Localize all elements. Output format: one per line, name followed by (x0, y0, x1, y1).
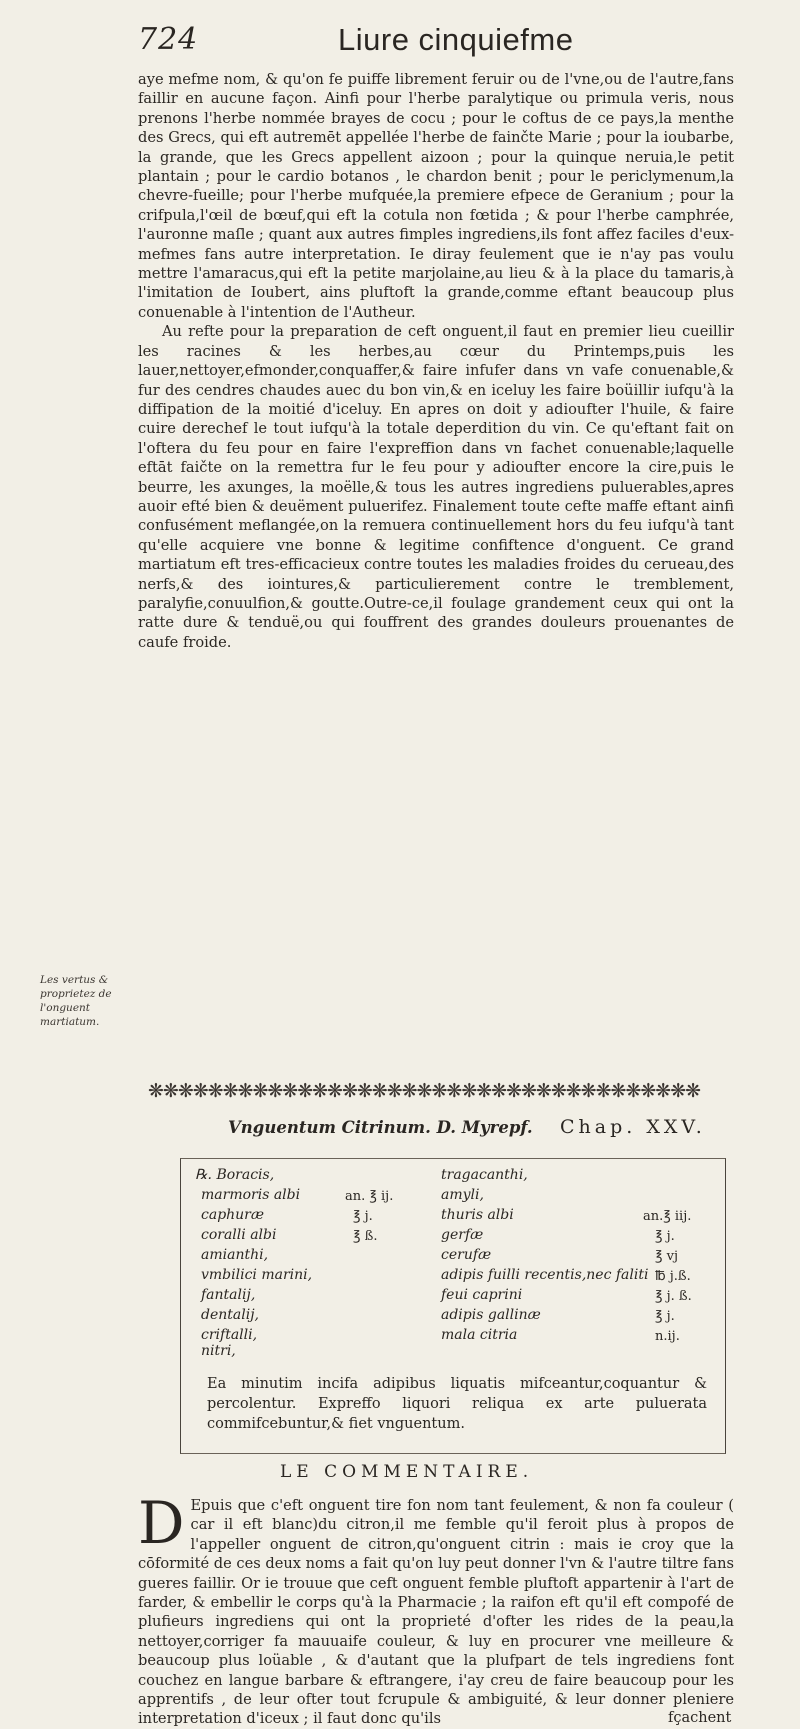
ingredient: fantalij, (201, 1287, 256, 1303)
ingredient: gerfæ (441, 1227, 484, 1243)
ingredient: criftalli, (201, 1327, 258, 1343)
ingredient: amyli, (441, 1187, 484, 1203)
ingredient: nitri, (201, 1343, 236, 1359)
ingredient: adipis gallinæ (441, 1307, 541, 1323)
page-number: 724 (138, 22, 199, 57)
quantity: ℥ j. (655, 1229, 675, 1244)
quantity: n.ij. (655, 1329, 680, 1344)
ingredient: dentalij, (201, 1307, 259, 1323)
ingredient: ℞. Boracis, (195, 1167, 275, 1183)
quantity: ℥ j. (353, 1209, 373, 1224)
recipe-instructions: Ea minutim incifa adipibus liquatis mifceantur,coquantur & percolentur. Expreffo liquori reliqua ex arte puluerata commifcebuntur,& fiet vnguentum. (207, 1375, 707, 1432)
quantity: an. ℥ ij. (345, 1189, 394, 1204)
chapter-heading (228, 1118, 738, 1144)
quantity: ℥ j. (655, 1309, 675, 1324)
ingredient: tragacanthi, (441, 1167, 528, 1183)
ingredient: vmbilici marini, (201, 1267, 313, 1283)
ingredient: marmoris albi (201, 1187, 301, 1203)
commentary-block (138, 1489, 734, 1729)
quantity: ℥ vj (655, 1249, 679, 1264)
ingredient: mala citria (441, 1327, 518, 1343)
quantity: ℔ j.ß. (655, 1269, 691, 1284)
quantity: an.℥ iij. (643, 1209, 692, 1224)
quantity: ℥ j. ß. (655, 1289, 692, 1304)
ingredient: adipis fuilli recentis,nec faliti (441, 1267, 649, 1283)
drop-cap: D (138, 1489, 185, 1557)
ingredient: feui caprini (441, 1287, 523, 1303)
paragraph-synonyms: aye mefme nom, & qu'on fe puiffe librement feruir ou de l'vne,ou de l'autre,fans faillir en aucune façon. Ainfi pour l'herbe paralytique ou primula veris, nous prenons l'herbe nommée brayes de cocu ; pour le coftus de ce pays,la menthe des Grecs, qui eft autremēt appellée l'herbe de fainčte Marie ; pour la ioubarbe, la grande, que les Grecs appellent aizoon ; pour la quinque neruia,le petit plantain ; pour le cardio botanos , le chardon benit ; pour le periclymenum,la chevre-fueille; pour l'herbe mufquée,la premiere efpece de Geranium ; pour la crifpula,l'œil de bœuf,qui eft la cotula non fœtida ; & pour l'herbe camphrée, l'auronne maſle ; quant aux autres fimples ingrediens,ils font affez faciles d'eux-mefmes fans autre interpretation. Ie diray feulement que ie n'ay pas voulu mettre l'amaracus,qui eft la petite marjolaine,au lieu & à la place du tamaris,à l'imitation de Ioubert, ains pluftoft la grande,comme eftant beaucoup plus conuenable à l'intention de l'Autheur. (138, 71, 734, 321)
commentary-heading: LE COMMENTAIRE. (280, 1462, 534, 1482)
chapter-label: Chap. XXV. (560, 1116, 706, 1138)
commentary-text: Epuis que c'eft onguent tire fon nom tant feulement, & non fa couleur ( car il eft blanc)du citron,il me femble qu'il feroit plus à propos de l'appeller onguent de citron,qu'onguent citrin : mais ie croy que la cōformité de ces deux noms a fait qu'on luy peut donner l'vn & l'autre tiltre fans gueres faillir. Or ie trouue que ceft onguent femble pluftoft appartenir à l'art de farder, & embellir le corps qu'à la Pharmacie ; la raifon eft qu'il eft compofé de plufieurs ingrediens qui ont la proprieté d'ofter les rides de la peau,la nettoyer,corriger fa mauuaife couleur, & luy en procurer vne meilleure & beaucoup plus loüable , & d'autant que la plufpart de tels ingrediens font couchez en langue barbare & eftrangere, i'ay creu de faire beaucoup pour les apprentifs , de leur ofter tout fcrupule & ambiguité, & leur donner pleniere interpretation d'iceux ; il faut donc qu'ils (138, 1497, 734, 1728)
ingredient: caphuræ (201, 1207, 265, 1223)
margin-note: Les vertus & proprietez de l'onguent martiatum. (40, 974, 112, 1028)
ingredient: cerufæ (441, 1247, 492, 1263)
ornament-band: ❋❋❋❋❋❋❋❋❋❋❋❋❋❋❋❋❋❋❋❋❋❋❋❋❋❋❋❋❋❋❋❋❋❋❋❋❋ (148, 1080, 701, 1102)
paragraph-preparation: Au refte pour la preparation de ceft onguent,il faut en premier lieu cueillir les racines & les herbes,au cœur du Printemps,puis les lauer,nettoyer,efmonder,conquaffer,& faire infufer dans vn vafe conuenable,& fur des cendres chaudes auec du bon vin,& en iceluy les faire boüillir iufqu'à la diffipation de la moitié d'iceluy. En apres on doit y adioufter l'huile, & faire cuire derechef le tout iufqu'à la totale deperdition du vin. Ce qu'eftant fait on l'oftera du feu pour en faire l'expreffion dans vn fachet conuenable;laquelle eftāt faičte on la remettra fur le feu pour y adioufter encore la cire,puis le beurre, les axunges, la moëlle,& tous les autres ingrediens puluerables,apres auoir efté bien & deuëment puluerifez. Finalement toute cefte maffe eftant ainfi confusément meflangée,on la remuera continuellement hors du feu iufqu'à tant qu'elle acquiere vne bonne & legitime confiftence d'onguent. Ce grand martiatum eft tres-efficacieux contre toutes les maladies froides du cerueau,des nerfs,& des iointures,& particulierement contre le tremblement, paralyfie,conuulfion,& goutte.Outre-ce,il foulage grandement ceux qui ont la ratte dure & tenduë,ou qui fouffrent des grandes douleurs prouenantes de caufe froide. (138, 323, 734, 651)
main-text-block (138, 70, 734, 652)
ingredient: amianthi, (201, 1247, 269, 1263)
running-title: Liure cinquiefme (338, 22, 574, 57)
quantity: ℥ ß. (353, 1229, 378, 1244)
catchword: fçachent (668, 1710, 732, 1726)
commentary-paragraph (138, 1489, 734, 1729)
ingredient: thuris albi (441, 1207, 514, 1223)
chapter-title: Vnguentum Citrinum. D. Myrepf. (228, 1118, 533, 1137)
page-header (138, 22, 718, 66)
ingredient: coralli albi (201, 1227, 277, 1243)
recipe-box (180, 1158, 726, 1454)
